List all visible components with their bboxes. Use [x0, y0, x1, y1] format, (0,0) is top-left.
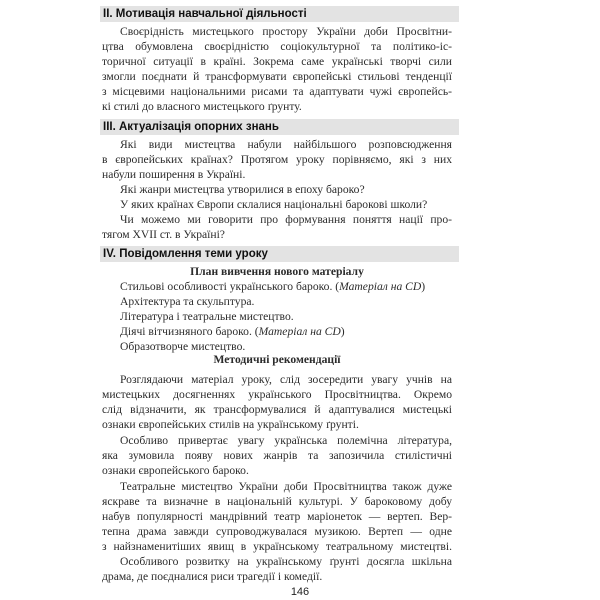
text-line: кі стилі до власного мистецького ґрунту. [102, 100, 302, 113]
plan-item-note: Матеріал на CD [258, 325, 341, 338]
text-line: Чи можемо ми говорити про формування поняття нації про- [120, 213, 452, 226]
text-line: слід відзначити, як трансформувалися й адаптувалися мистецькі [102, 403, 452, 416]
text-line: драма, де поєдналися риси трагедії і комедії. [102, 570, 323, 583]
text-line: тягом XVII ст. в Україні? [102, 228, 225, 241]
text-line: Розглядаючи матеріал уроку, слід зосередити увагу учнів на [120, 373, 452, 386]
text-line: в європейських країнах? Протягом уроку порівняємо, які з них [102, 153, 452, 166]
text-line: набув популярності мандрівний театр маріонеток — вертеп. Вер- [102, 510, 452, 523]
plan-item-text: Архітектура та скульптура. [120, 295, 255, 308]
section-heading-topic: IV. Повідомлення теми уроку [100, 246, 459, 262]
text-line: тепна драма завжди супроводжувалася музикою. Вертеп — одне [102, 525, 452, 538]
plan-item-text: Діячі вітчизняного бароко. ( [120, 325, 259, 338]
plan-item-note: Матеріал на CD [339, 280, 422, 293]
text-line: яскраве та визначне в національній культурі. У бароковому добу [102, 495, 452, 508]
text-line: Особливо привертає увагу українська полемічна література, [120, 434, 452, 447]
plan-item-close: ) [421, 280, 426, 293]
plan-item-text: Література і театральне мистецтво. [120, 310, 294, 323]
plan-item [120, 309, 452, 324]
text-line: набули поширення в Україні. [102, 168, 246, 181]
plan-item [120, 324, 452, 339]
text-line: Які жанри мистецтва утворилися в епоху бароко? [120, 183, 365, 196]
text-line: ознаки європейських стилів на українському ґрунті. [102, 418, 359, 431]
text-line: Своєрідність мистецького простору України доби Просвітни- [120, 25, 452, 38]
text-line: мистецьких досягненнях українського Просвітництва. Окремо [102, 388, 452, 401]
text-line: з місцевими національними рисами та адаптувати чужі європейсь- [102, 85, 452, 98]
text-line: У яких країнах Європи склалися національні барокові школи? [120, 198, 428, 211]
text-line: цтва обумовлена своєрідністю соціокультурної та політико-іс- [102, 40, 452, 53]
text-line: Театральне мистецтво України доби Просвітництва також дуже [120, 480, 452, 493]
section-heading-actualization: III. Актуалізація опорних знань [100, 119, 459, 135]
text-line: змогли поєднати й трансформувати європейські стильові тенденції [102, 70, 452, 83]
text-line: ознаки європейського бароко. [102, 464, 249, 477]
plan-item-text: Образотворче мистецтво. [120, 340, 246, 353]
plan-item [120, 294, 452, 309]
plan-item [120, 279, 452, 294]
plan-item-close: ) [340, 325, 345, 338]
plan-title: План вивчення нового матеріалу [190, 265, 364, 278]
page-number: 146 [290, 586, 310, 598]
text-line: яка зумовила появу нових жанрів та запозичила стилістичні [102, 449, 452, 462]
text-line: з найзнаменитіших явищ в українському театральному мистецтві. [102, 540, 452, 553]
section-heading-motivation: II. Мотивація навчальної діяльності [100, 6, 459, 22]
plan-item-text: Стильові особливості українського бароко. ( [120, 280, 340, 293]
text-line: Особливого розвитку на українському ґрунті досягла шкільна [120, 555, 452, 568]
recommendations-title: Методичні рекомендації [213, 353, 341, 366]
text-line: Які види мистецтва набули найбільшого розповсюдження [120, 138, 452, 151]
text-line: торичної ситуації в країні. Зокрема саме українські творчі сили [102, 55, 452, 68]
